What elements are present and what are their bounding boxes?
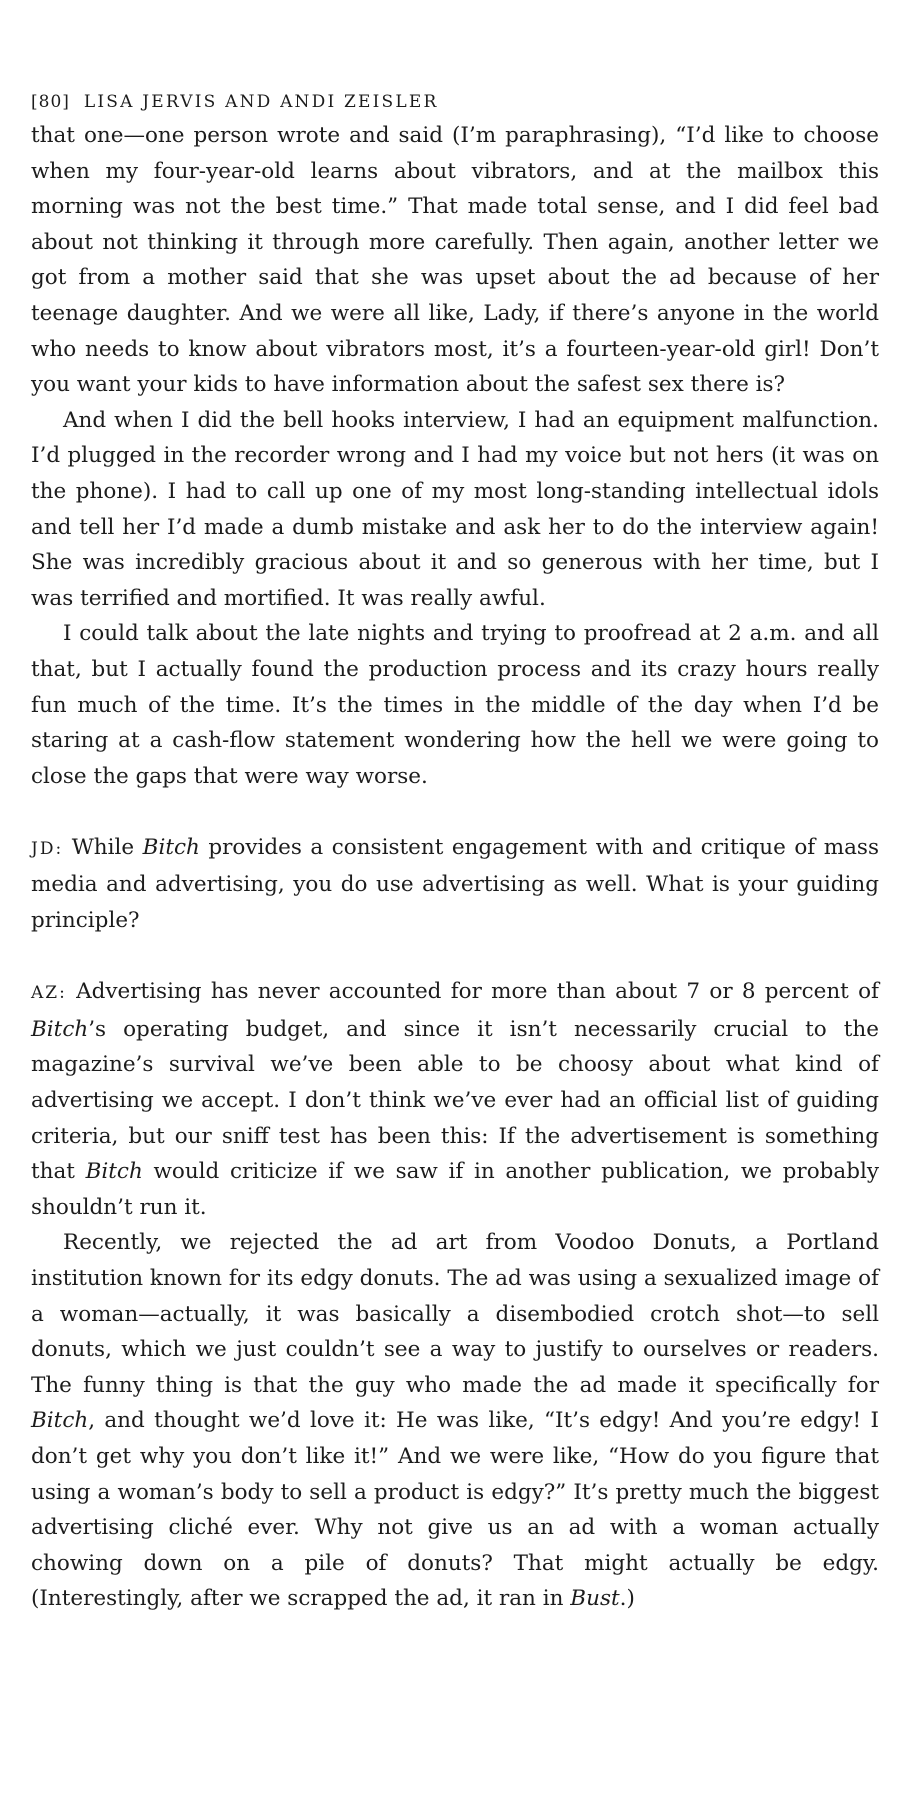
body-text	[31, 118, 879, 1617]
magazine-title: Bitch	[85, 1159, 143, 1185]
paragraph-text-end: .)	[619, 1586, 635, 1612]
magazine-title: Bitch	[142, 834, 200, 860]
paragraph-voodoo-donuts	[31, 1225, 879, 1617]
question-text-start: While	[71, 834, 143, 860]
magazine-title-bust: Bust	[570, 1586, 620, 1612]
speaker-label: AZ:	[31, 983, 67, 1004]
question-jd	[31, 830, 879, 939]
magazine-title: Bitch	[31, 1016, 89, 1042]
running-head-authors: LISA JERVIS AND ANDI ZEISLER	[83, 92, 439, 112]
speaker-label: JD:	[31, 838, 64, 859]
page-number: [80]	[31, 92, 70, 112]
running-head	[31, 90, 879, 118]
paragraph-bell-hooks: And when I did the bell hooks interview, I had an equipment malfunction. I’d plugged in the recorder wrong and I had my voice but not hers (it was on the phone). I had to call up one of my most long-standing intellectual idols and tell her I’d made a dumb mistake and ask her to do the interview again! She was incredibly gracious about it and so generous with her time, but I was terrified and mortified. It was really awful.	[31, 407, 879, 611]
paragraph-text-middle: , and thought we’d love it: He was like, “It’s edgy! And you’re edgy! I don’t get why you don’t like it!” And we were like, “How do you figure that using a woman’s body to sell a product is edgy?” It’s pretty much the biggest advertising cliché ever. Why not give us an ad with a woman actually chowing down on a pile of donuts? That might actually be edgy. (Interestingly, after we scrapped the ad, it ran in	[31, 1408, 879, 1612]
paragraph-text-start: Recently, we rejected the ad art from Voodoo Donuts, a Portland institution known for its edgy donuts. The ad was using a sexualized image of a woman—actually, it was basically a disembodied crotch shot—to sell donuts, which we just couldn’t see a way to justify to ourselves or readers. The funny thing is that the guy who made the ad made it specifically for	[31, 1230, 879, 1398]
answer-text-start: Advertising has never accounted for more than about 7 or 8 percent of	[76, 979, 879, 1005]
question-text-end: provides a consistent engagement with and critique of mass media and advertising, you do use advertising as well. What is your guiding principle?	[31, 834, 879, 934]
paragraph-production: I could talk about the late nights and trying to proofread at 2 a.m. and all that, but I actually found the production process and its crazy hours really fun much of the time. It’s the times in the middle of the day when I’d be staring at a cash-flow statement wondering how the hell we were going to close the gaps that were way worse.	[31, 621, 879, 789]
book-page	[31, 90, 879, 1617]
magazine-title: Bitch	[31, 1408, 89, 1434]
answer-text-middle: ’s operating budget, and since it isn’t necessarily crucial to the magazine’s survival we’ve been able to be choosy about what kind of advertising we accept. I don’t think we’ve ever had an official list of guiding criteria, but our sniff test has been this: If the advertisement is something that	[31, 1016, 879, 1185]
paragraph-continued: that one—one person wrote and said (I’m paraphrasing), “I’d like to choose when my four-year-old learns about vibrators, and at the mailbox this morning was not the best time.” That made total sense, and I did feel bad about not thinking it through more carefully. Then again, another letter we got from a mother said that she was upset about the ad because of her teenage daughter. And we were all like, Lady, if there’s anyone in the world who needs to know about vibrators most, it’s a fourteen-year-old girl! Don’t you want your kids to have information about the safest sex there is?	[31, 123, 879, 398]
answer-az	[31, 974, 879, 1225]
answer-text-end: would criticize if we saw if in another publication, we probably shouldn’t run it.	[31, 1159, 879, 1220]
